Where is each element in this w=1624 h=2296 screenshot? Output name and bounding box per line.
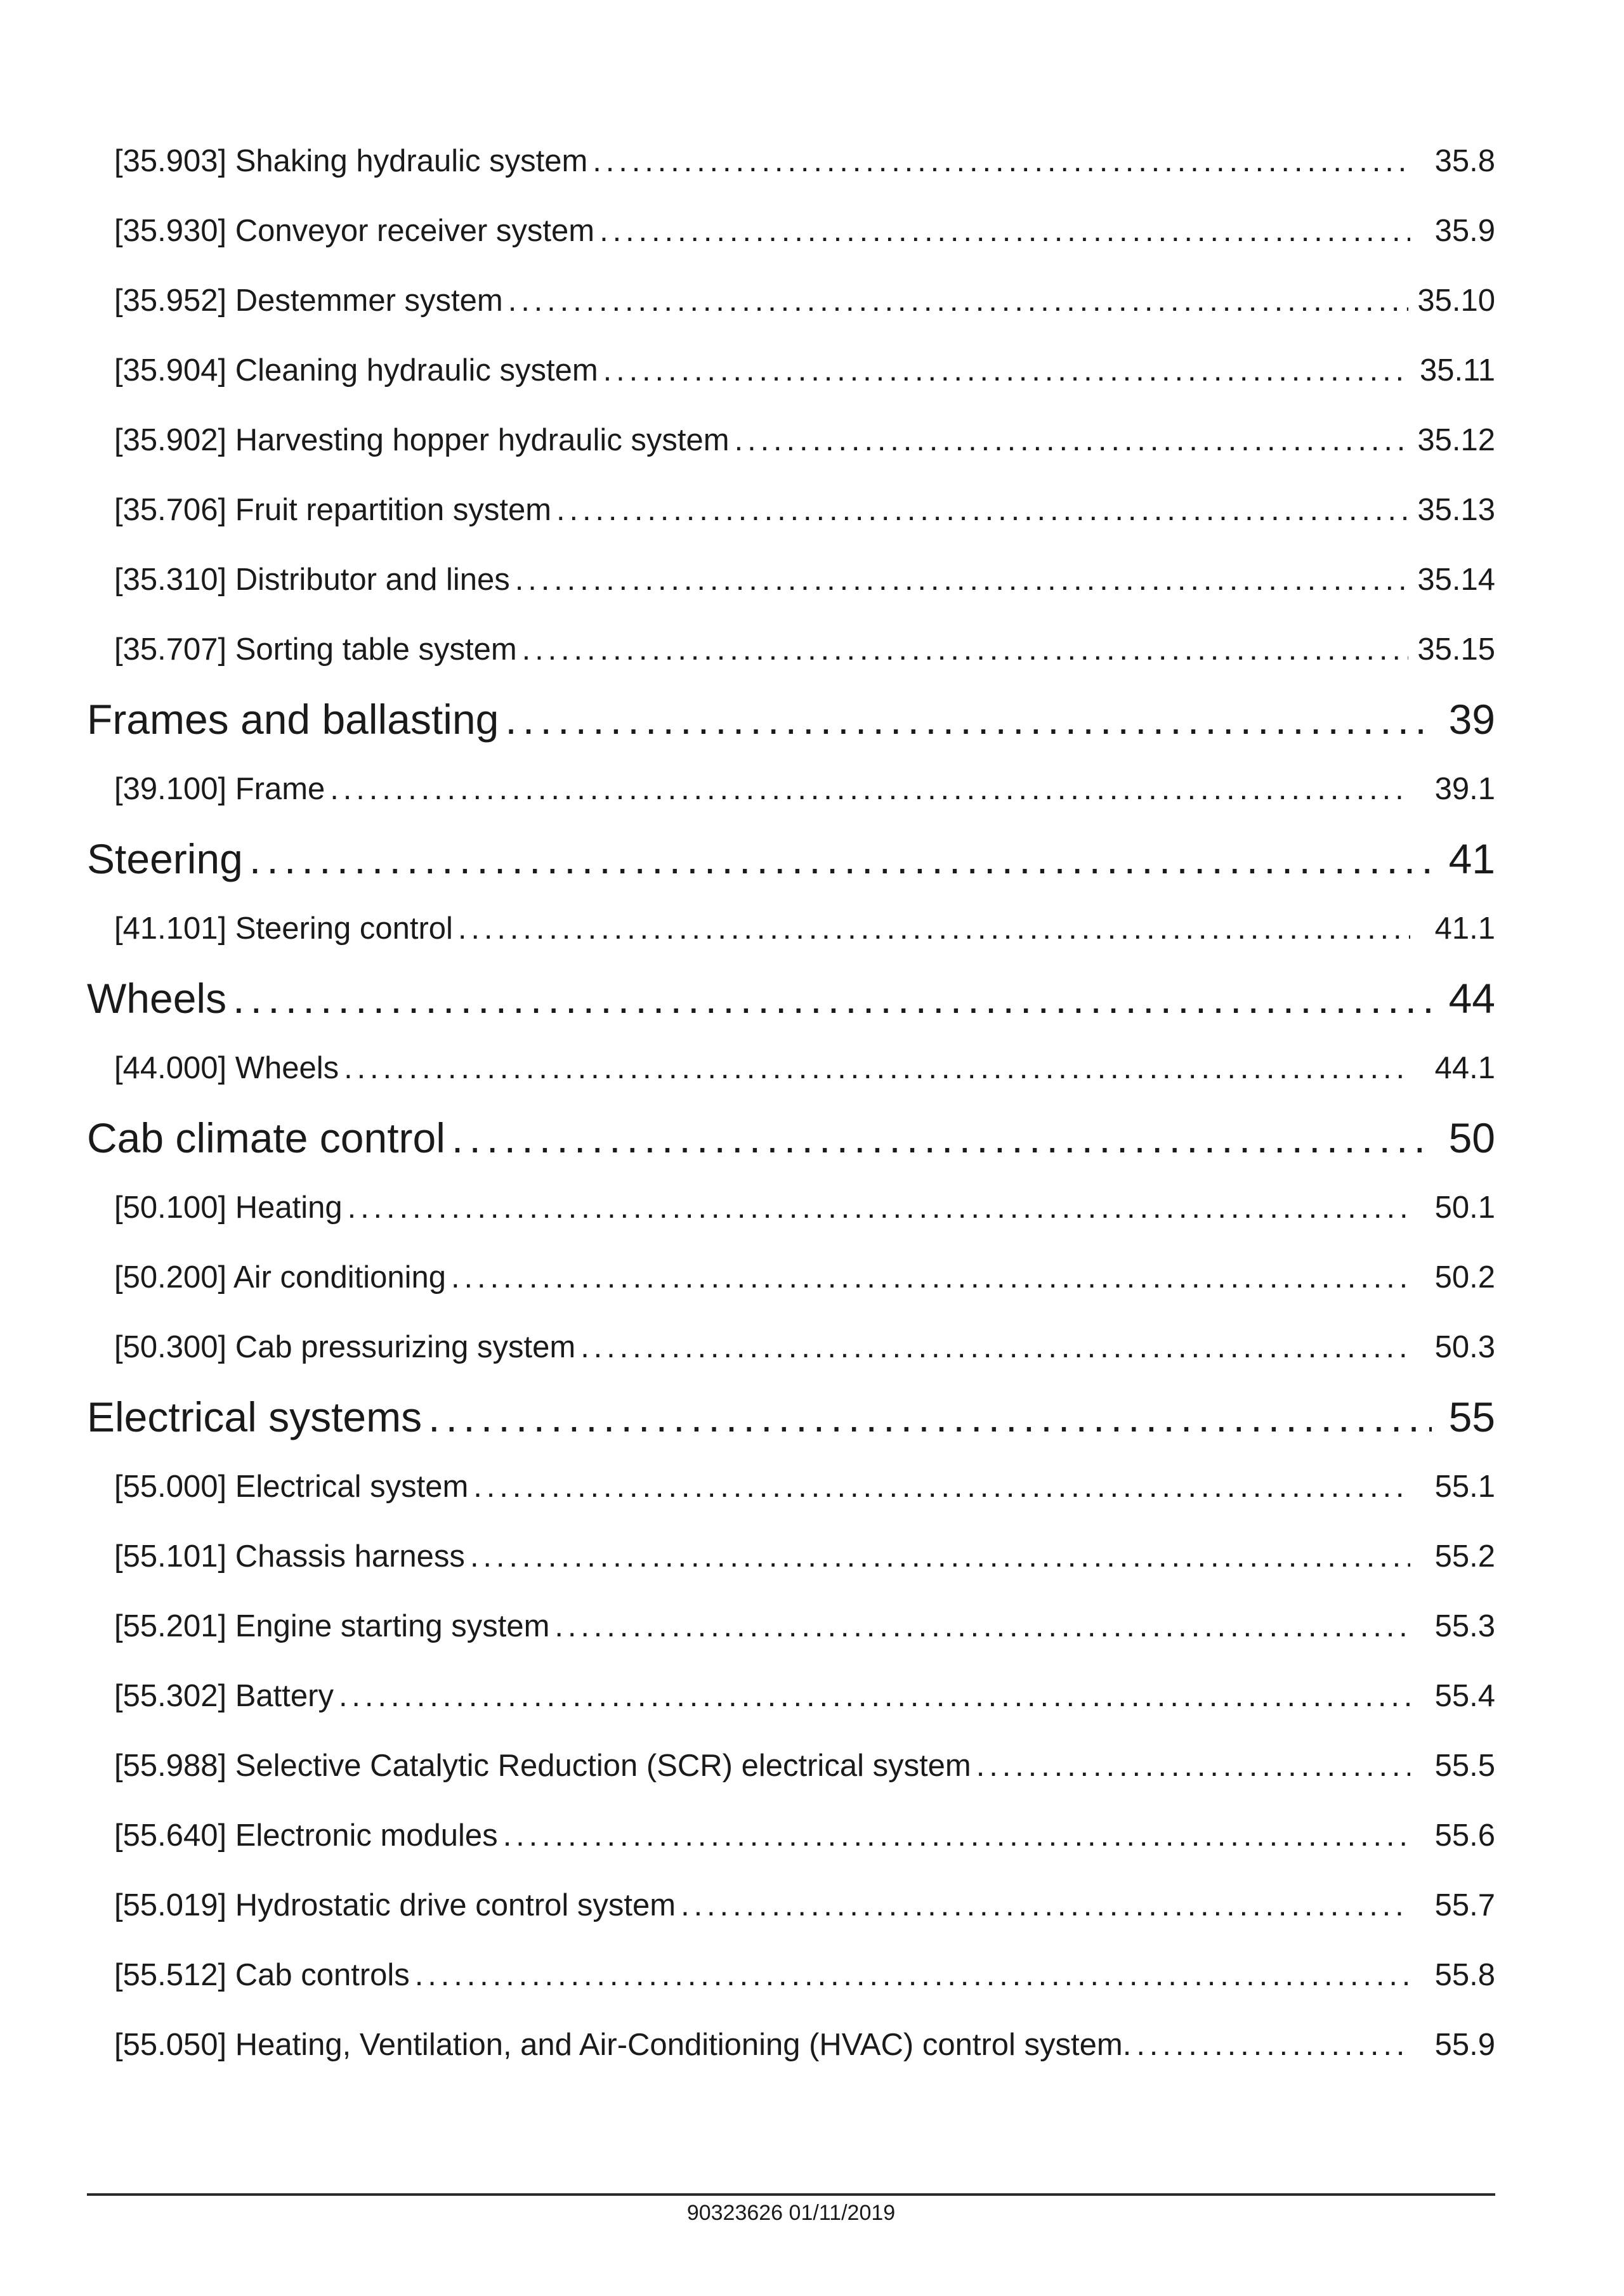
toc-entry-label: [35.310] Distributor and lines	[114, 563, 510, 597]
toc-entry-label: [44.000] Wheels	[114, 1051, 339, 1085]
dot-leader	[508, 275, 1409, 326]
dot-leader	[428, 1392, 1432, 1442]
toc-entry-page: 50.3	[1434, 1330, 1495, 1364]
dot-leader	[458, 903, 1410, 954]
toc-section[interactable]	[87, 694, 1495, 764]
toc-entry-page: 35.12	[1417, 423, 1495, 457]
toc-section-page: 39	[1448, 696, 1495, 743]
toc-entry-label: [35.903] Shaking hydraulic system	[114, 144, 588, 178]
dot-leader	[415, 1950, 1410, 2000]
toc-entry-label: [55.050] Heating, Ventilation, and Air-Conditioning (HVAC) control system.	[114, 2028, 1132, 2062]
toc-entry-label: [35.930] Conveyor receiver system	[114, 214, 595, 248]
table-of-contents	[87, 136, 1495, 2089]
toc-entry-page: 55.6	[1434, 1818, 1495, 1853]
dot-leader	[554, 1601, 1410, 1652]
toc-section-page: 55	[1448, 1393, 1495, 1440]
toc-entry-page: 35.10	[1417, 284, 1495, 318]
toc-section[interactable]	[87, 1392, 1495, 1461]
dot-leader	[580, 1322, 1410, 1373]
toc-section-page: 50	[1448, 1114, 1495, 1161]
dot-leader	[593, 136, 1410, 186]
toc-section-label: Electrical systems	[87, 1393, 422, 1440]
dot-leader	[599, 205, 1410, 256]
toc-entry[interactable]	[87, 624, 1495, 694]
toc-entry-label: [55.019] Hydrostatic drive control system	[114, 1888, 676, 1922]
toc-entry-page: 35.14	[1417, 563, 1495, 597]
toc-entry-page: 39.1	[1434, 772, 1495, 806]
toc-entry-page: 35.9	[1434, 214, 1495, 248]
toc-entry[interactable]	[87, 1252, 1495, 1322]
dot-leader	[505, 694, 1432, 745]
dot-leader	[681, 1880, 1410, 1931]
toc-entry-label: [39.100] Frame	[114, 772, 325, 806]
toc-entry[interactable]	[87, 1740, 1495, 1810]
toc-entry[interactable]	[87, 1601, 1495, 1671]
dot-leader	[233, 973, 1432, 1024]
toc-entry[interactable]	[87, 275, 1495, 345]
toc-entry-label: [55.512] Cab controls	[114, 1958, 410, 1992]
footer-divider	[87, 2193, 1495, 2196]
dot-leader	[348, 1182, 1410, 1233]
toc-entry-label: [35.902] Harvesting hopper hydraulic system	[114, 423, 730, 457]
toc-entry-label: [55.201] Engine starting system	[114, 1609, 550, 1643]
toc-entry-label: [55.302] Battery	[114, 1679, 334, 1713]
toc-entry-page: 35.15	[1417, 632, 1495, 667]
toc-entry[interactable]	[87, 1322, 1495, 1392]
toc-entry-label: [55.640] Electronic modules	[114, 1818, 498, 1853]
toc-entry[interactable]	[87, 205, 1495, 275]
toc-entry-label: [50.100] Heating	[114, 1190, 343, 1225]
toc-entry-page: 55.9	[1434, 2028, 1495, 2062]
toc-entry-page: 35.13	[1417, 493, 1495, 527]
dot-leader	[451, 1252, 1410, 1303]
dot-leader	[1136, 2019, 1410, 2070]
toc-entry[interactable]	[87, 1880, 1495, 1950]
toc-entry-page: 55.4	[1434, 1679, 1495, 1713]
dot-leader	[452, 1112, 1432, 1163]
dot-leader	[470, 1531, 1410, 1582]
toc-entry-page: 44.1	[1434, 1051, 1495, 1085]
toc-section-label: Steering	[87, 835, 243, 882]
toc-entry[interactable]	[87, 1950, 1495, 2019]
toc-entry-label: [35.904] Cleaning hydraulic system	[114, 353, 598, 388]
toc-entry-page: 35.8	[1434, 144, 1495, 178]
dot-leader	[344, 1043, 1410, 1093]
toc-entry-label: [41.101] Steering control	[114, 911, 453, 946]
dot-leader	[515, 554, 1409, 605]
dot-leader	[603, 345, 1410, 396]
toc-entry-label: [50.300] Cab pressurizing system	[114, 1330, 576, 1364]
toc-entry-label: [50.200] Air conditioning	[114, 1260, 447, 1295]
toc-entry[interactable]	[87, 1671, 1495, 1740]
document-footer: 90323626 01/11/2019	[686, 2201, 896, 2225]
toc-section[interactable]	[87, 973, 1495, 1043]
dot-leader	[330, 764, 1410, 814]
dot-leader	[735, 415, 1409, 466]
toc-entry[interactable]	[87, 1531, 1495, 1601]
toc-entry-page: 55.2	[1434, 1539, 1495, 1574]
toc-entry-label: [35.952] Destemmer system	[114, 284, 503, 318]
toc-entry-label: [35.707] Sorting table system	[114, 632, 517, 667]
toc-entry[interactable]	[87, 903, 1495, 973]
dot-leader	[339, 1671, 1410, 1721]
toc-entry-label: [55.000] Electrical system	[114, 1470, 469, 1504]
toc-entry[interactable]	[87, 345, 1495, 415]
toc-entry-page: 50.1	[1434, 1190, 1495, 1225]
toc-entry-page: 55.7	[1434, 1888, 1495, 1922]
toc-entry-page: 50.2	[1434, 1260, 1495, 1295]
toc-entry-label: [55.101] Chassis harness	[114, 1539, 465, 1574]
toc-entry[interactable]	[87, 1182, 1495, 1252]
toc-entry-page: 35.11	[1420, 353, 1495, 388]
toc-entry-page: 41.1	[1434, 911, 1495, 946]
toc-entry[interactable]	[87, 1810, 1495, 1880]
dot-leader	[976, 1740, 1410, 1791]
toc-section-page: 41	[1448, 835, 1495, 882]
toc-entry[interactable]	[87, 2019, 1495, 2089]
toc-entry[interactable]	[87, 415, 1495, 485]
dot-leader	[556, 485, 1408, 535]
toc-entry-page: 55.3	[1434, 1609, 1495, 1643]
dot-leader	[249, 833, 1432, 884]
toc-entry[interactable]	[87, 1043, 1495, 1112]
dot-leader	[473, 1461, 1410, 1512]
toc-entry[interactable]	[87, 764, 1495, 833]
toc-section-page: 44	[1448, 975, 1495, 1022]
toc-entry[interactable]	[87, 1461, 1495, 1531]
toc-section[interactable]	[87, 833, 1495, 903]
toc-entry[interactable]	[87, 554, 1495, 624]
dot-leader	[522, 624, 1409, 675]
toc-entry-page: 55.1	[1434, 1470, 1495, 1504]
toc-entry[interactable]	[87, 136, 1495, 205]
toc-section-label: Frames and ballasting	[87, 696, 499, 743]
toc-section-label: Wheels	[87, 975, 227, 1022]
toc-entry[interactable]	[87, 485, 1495, 554]
toc-entry-page: 55.8	[1434, 1958, 1495, 1992]
toc-entry-label: [55.988] Selective Catalytic Reduction (SCR) electrical system	[114, 1749, 971, 1783]
toc-entry-page: 55.5	[1434, 1749, 1495, 1783]
toc-section[interactable]	[87, 1112, 1495, 1182]
dot-leader	[503, 1810, 1410, 1861]
toc-entry-label: [35.706] Fruit repartition system	[114, 493, 552, 527]
toc-section-label: Cab climate control	[87, 1114, 445, 1161]
